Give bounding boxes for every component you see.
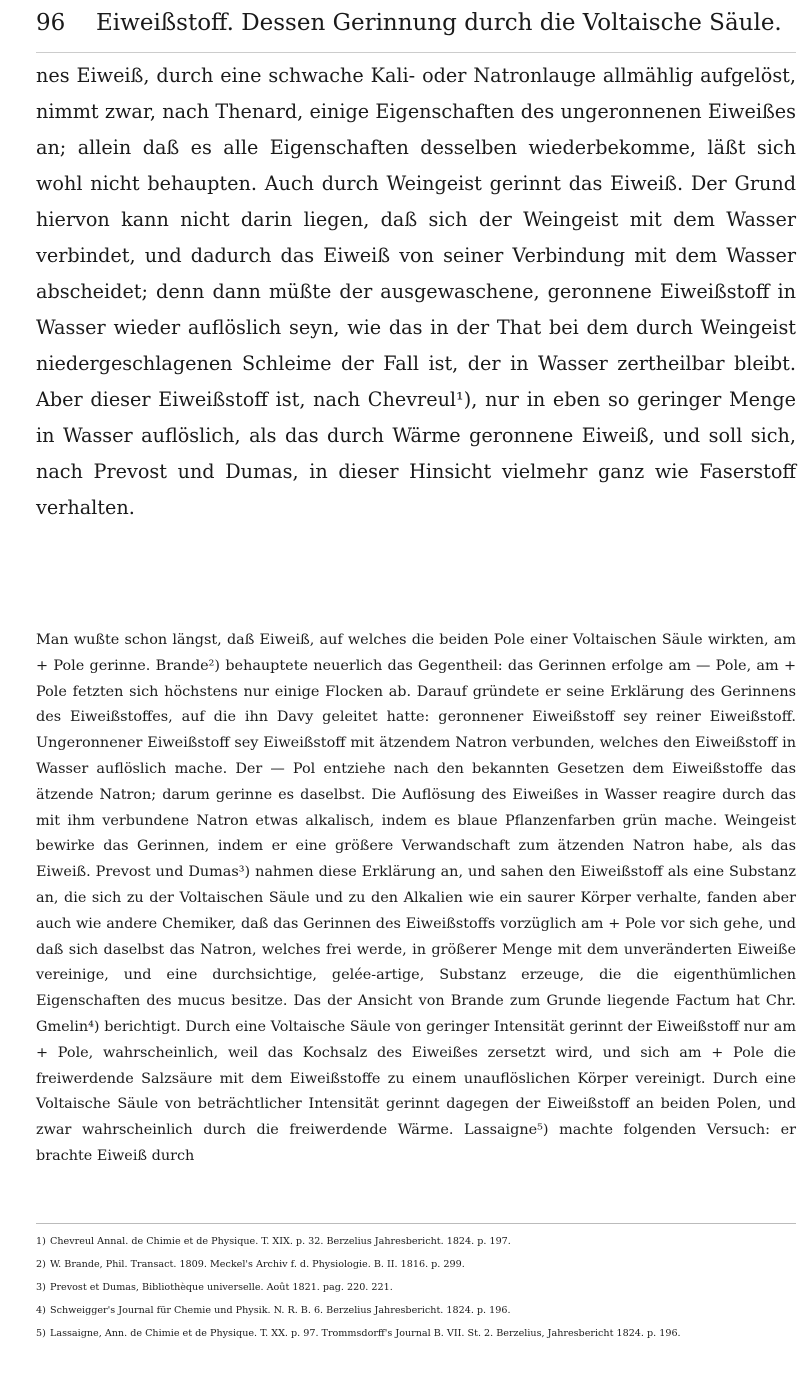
footnote: 2) W. Brande, Phil. Transact. 1809. Meckel's Archiv f. d. Physiologie. B. II. 1816. p. 299. (36, 1259, 465, 1270)
body-paragraph-2: Man wußte schon längst, daß Eiweiß, auf welches die beiden Pole einer Voltaischen Säule wirkten, am + Pole gerinne. Brande²) behauptete neuerlich das Gegentheil: das Gerinnen erfolge am — Pole, am + Pole fetzten sich höchstens nur einige Flocken ab. Darauf gründete er seine Erklärung des Gerinnens des Eiweißstoffes, auf die ihn Davy geleitet hatte: geronnener Eiweißstoff sey reiner Eiweißstoff. Ungeronnener Eiweißstoff sey Eiweißstoff mit ätzendem Natron verbunden, welches den Eiweißstoff in Wasser auflöslich mache. Der — Pol entziehe nach den bekannten Gesetzen dem Eiweißstoffe das ätzende Natron; darum gerinne es daselbst. Die Auflösung des Eiweißes in Wasser reagire durch das mit ihm verbundene Natron etwas alkalisch, indem es blaue Pflanzenfarben grün mache. Weingeist bewirke das Gerinnen, indem er eine größere Verwandschaft zum ätzenden Natron habe, als das Eiweiß. Prevost und Dumas³) nahmen diese Erklärung an, und sahen den Eiweißstoff als eine Substanz an, die sich zu der Voltaischen Säule und zu den Alkalien wie ein saurer Körper verhalte, fanden aber auch wie andere Chemiker, daß das Gerinnen des Eiweißstoffs vorzüglich am + Pole vor sich gehe, und daß sich daselbst das Natron, welches frei werde, in größerer Menge mit dem unveränderten Eiweiße vereinige, und eine durchsichtige, gelée-artige, Substanz erzeuge, die die eigenthümlichen Eigenschaften des mucus besitze. Das der Ansicht von Brande zum Grunde liegende Factum hat Chr. Gmelin⁴) berichtigt. Durch eine Voltaische Säule von geringer Intensität gerinnt der Eiweißstoff nur am + Pole, wahrscheinlich, weil das Kochsalz des Eiweißes zersetzt wird, und sich am + Pole die freiwerdende Salzsäure mit dem Eiweißstoffe zu einem unauflöslichen Körper vereinigt. Durch eine Voltaische Säule von beträchtlicher Intensität gerinnt dagegen der Eiweißstoff an beiden Polen, und zwar wahrscheinlich durch die freiwerdende Wärme. Lassaigne⁵) machte folgenden Versuch: er brachte Eiweiß durch (36, 632, 796, 1164)
page-number: 96 (36, 10, 66, 36)
page-header (36, 10, 786, 36)
footnote: 1) Chevreul Annal. de Chimie et de Physique. T. XIX. p. 32. Berzelius Jahresbericht. 1824. p. 197. (36, 1236, 511, 1247)
footnote: 5) Lassaigne, Ann. de Chimie et de Physique. T. XX. p. 97. Trommsdorff's Journal B. VII. St. 2. Berzelius, Jahresbericht 1824. p. 196. (36, 1328, 681, 1339)
body-paragraph-1: nes Eiweiß, durch eine schwache Kali- oder Natronlauge allmählig aufgelöst, nimmt zwar, nach Thenard, einige Eigenschaften des ungeronnenen Eiweißes an; allein daß es alle Eigenschaften desselben wiederbekomme, läßt sich wohl nicht behaupten. Auch durch Weingeist gerinnt das Eiweiß. Der Grund hiervon kann nicht darin liegen, daß sich der Weingeist mit dem Wasser verbindet, und dadurch das Eiweiß von seiner Verbindung mit dem Wasser abscheidet; denn dann müßte der ausgewaschene, geronnene Eiweißstoff in Wasser wieder auflöslich seyn, wie das in der That bei dem durch Weingeist niedergeschlagenen Schleime der Fall ist, der in Wasser zertheilbar bleibt. Aber dieser Eiweißstoff ist, nach Chevreul¹), nur in eben so geringer Menge in Wasser auflöslich, als das durch Wärme geronnene Eiweiß, und soll sich, nach Prevost und Dumas, in dieser Hinsicht vielmehr ganz wie Faserstoff verhalten. (36, 64, 796, 519)
footnotes (36, 1230, 796, 1345)
header-divider (36, 52, 796, 53)
running-title: Eiweißstoff. Dessen Gerinnung durch die Voltaische Säule. (96, 10, 782, 36)
footnote: 4) Schweigger's Journal für Chemie und Physik. N. R. B. 6. Berzelius Jahresbericht. 1824. p. 196. (36, 1305, 511, 1316)
footnote-divider (36, 1223, 796, 1224)
footnote: 3) Prevost et Dumas, Bibliothèque universelle. Août 1821. pag. 220. 221. (36, 1282, 393, 1293)
